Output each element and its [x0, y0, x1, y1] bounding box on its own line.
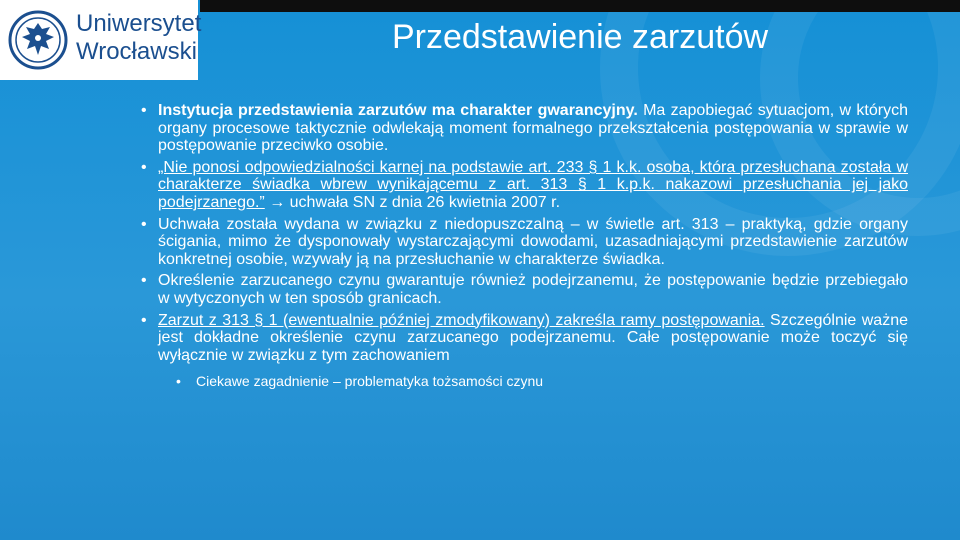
- top-stripe: [200, 0, 960, 12]
- sub-bullet-item: • Ciekawe zagadnienie – problematyka tożsamości czynu: [172, 373, 908, 389]
- arrow-icon: →: [264, 193, 290, 211]
- bullet-text: Szczególnie ważne jest dokładne określenie czynu zarzucanego podejrzanemu. Całe postępowanie może toczyć się wyłącznie w związku z tym zachowaniem: [158, 311, 908, 364]
- bullet-quote-text: „Nie ponosi odpowiedzialności karnej na podstawie art. 233 § 1 k.k. osoba, która przesłuchana została w charakterze świadka wbrew wynikającemu z art. 313 § 1 k.p.k. nakazowi przesłuchania jej jako podejrzanego.”: [158, 158, 908, 211]
- slide-content: [135, 102, 908, 389]
- university-name: [76, 10, 201, 66]
- bullet-item: [135, 216, 908, 269]
- bullet-item: [135, 102, 908, 155]
- bullet-text: Uchwała została wydana w związku z niedopuszczalną – w świetle art. 313 – praktyką, gdzie organy ścigania, mimo że dysponowały wystarczającymi dowodami, uzasadniającymi przedstawienie zarzutów konkretnej osobie, wzywały ją na przesłuchanie w charakterze świadka.: [158, 215, 908, 268]
- bullet-text: Ma zapobiegać sytuacjom, w których organy procesowe taktycznie odwlekają moment formalnego przekształcenia postępowania w sprawie w postępowanie przeciwko osobie.: [158, 102, 909, 155]
- bullet-bold-text: Instytucja przedstawienia zarzutów ma charakter gwarancyjny.: [158, 102, 638, 119]
- slide-title: Przedstawienie zarzutów: [391, 18, 769, 56]
- bullet-text: Określenie zarzucanego czynu gwarantuje również podejrzanemu, że postępowanie będzie przebiegało w wytyczonych w ten sposób granicach.: [158, 272, 908, 307]
- bullet-item: [135, 272, 908, 307]
- bullet-text: uchwała SN z dnia 26 kwietnia 2007 r.: [289, 193, 561, 211]
- logo-line-2: Wrocławski: [76, 38, 197, 65]
- university-logo: [0, 0, 202, 80]
- eagle-emblem-icon: [8, 9, 68, 71]
- bullet-item: [135, 312, 908, 365]
- bullet-item: [135, 159, 908, 212]
- logo-line-1: Uniwersytet: [76, 10, 202, 37]
- bullet-underlined-text: Zarzut z 313 § 1 (ewentualnie później zmodyfikowany) zakreśla ramy postępowania.: [158, 311, 765, 329]
